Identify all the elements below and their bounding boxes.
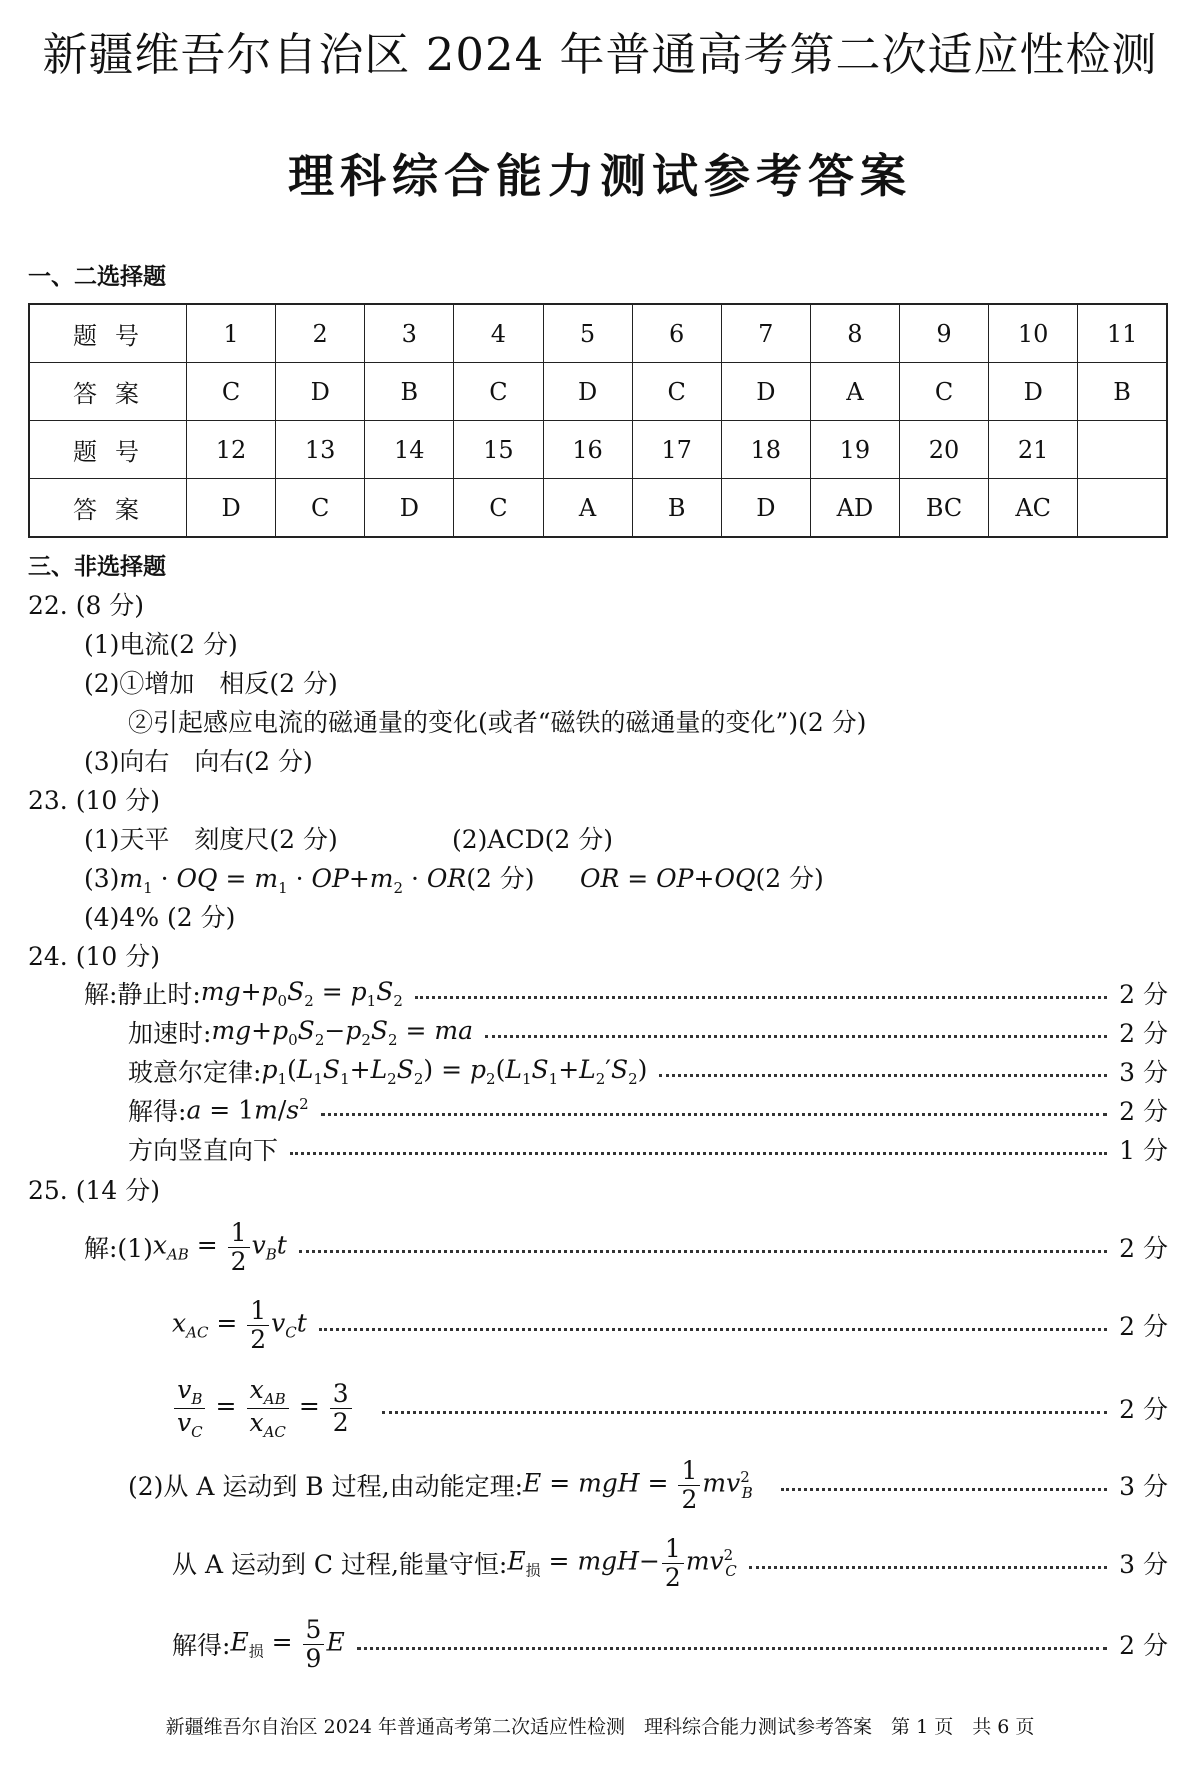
question-number: 13 (276, 421, 365, 479)
question-number: 10 (989, 304, 1078, 363)
question-number (1078, 421, 1167, 479)
row-label-question: 题号 (29, 304, 187, 363)
answer-cell: B (632, 479, 721, 538)
table-row (29, 421, 1167, 479)
row-label-answer: 答案 (29, 479, 187, 538)
answer-cell: AC (989, 479, 1078, 538)
q23-answer-1: (1)天平 刻度尺(2 分) (84, 825, 338, 854)
question-number: 3 (365, 304, 454, 363)
answer-cell: A (810, 363, 899, 421)
question-number: 18 (721, 421, 810, 479)
answer-cell: B (1078, 363, 1167, 421)
q25-step-2: $x_{AC}$ = $\frac{1}{2}$ $v_Ct$ 2 分 (172, 1296, 1168, 1354)
answer-cell: BC (900, 479, 989, 538)
q22-heading: 22. (8 分) (28, 591, 145, 620)
answer-cell: D (543, 363, 632, 421)
question-number: 9 (900, 304, 989, 363)
q23-answer-3b: OR = OP+OQ(2 分) (580, 864, 824, 893)
answer-cell: C (276, 479, 365, 538)
q25-step-3: $\frac{v_B}{v_C}$ = $\frac{x_{AB}}{x_{AC}}$ = $\frac{3}{2}$ 2 分 (172, 1370, 1168, 1446)
row-label-question: 题号 (29, 421, 187, 479)
q22-answer-3: (3)向右 向右(2 分) (84, 747, 313, 776)
question-number: 2 (276, 304, 365, 363)
answer-table (28, 303, 1168, 538)
question-number: 21 (989, 421, 1078, 479)
answer-cell: D (187, 479, 276, 538)
q25-step-6: 解得: $E_损$ = $\frac{5}{9}$ E 2 分 (172, 1615, 1168, 1673)
answer-cell: C (632, 363, 721, 421)
document-subtitle: 理科综合能力测试参考答案 (288, 149, 912, 203)
q24-step-3: 玻意尔定律: $p_1(L_1S_1+L_2S_2) = p_2(L_1S_1+L_2'S_2)$ 3 分 (128, 1054, 1168, 1088)
question-number: 6 (632, 304, 721, 363)
q25-heading: 25. (14 分) (28, 1176, 160, 1205)
answer-cell: D (721, 363, 810, 421)
answer-cell: AD (810, 479, 899, 538)
answer-cell: C (900, 363, 989, 421)
answer-cell: D (276, 363, 365, 421)
q24-step-4: 解得: $a = 1m/s^2$ 2 分 (128, 1095, 1168, 1126)
table-row (29, 304, 1167, 363)
answer-cell: C (454, 479, 543, 538)
question-number: 5 (543, 304, 632, 363)
q25-step-4: (2)从 A 运动到 B 过程,由动能定理: E = mgH = $\frac{1}{2}$ $mv^2_B$ 3 分 (128, 1456, 1168, 1514)
q24-step-5: 方向竖直向下 1 分 (128, 1136, 1168, 1165)
answer-cell: C (187, 363, 276, 421)
q23-answer-4: (4)4% (2 分) (84, 903, 236, 932)
q25-step-5: 从 A 运动到 C 过程,能量守恒: $E_损 = mgH-$ $\frac{1}{2}$ $mv^2_C$ 3 分 (172, 1534, 1168, 1592)
question-number: 7 (721, 304, 810, 363)
question-number: 16 (543, 421, 632, 479)
answer-cell: D (989, 363, 1078, 421)
table-row (29, 363, 1167, 421)
q24-step-1: 解:静止时: $mg+p_0S_2 = p_1S_2$ 2 分 (84, 976, 1168, 1010)
answer-cell: D (365, 479, 454, 538)
row-label-answer: 答案 (29, 363, 187, 421)
document-title: 新疆维吾尔自治区 2024 年普通高考第二次适应性检测 (42, 28, 1158, 81)
question-number: 15 (454, 421, 543, 479)
q22-answer-1: (1)电流(2 分) (84, 630, 238, 659)
answer-cell (1078, 479, 1167, 538)
q23-answer-3a: $(3)m_1$ · OQ = $m_1 \cdot OP+m_2 \cdot OR(2$ 分) (84, 864, 535, 897)
q22-answer-2: (2)①增加 相反(2 分) (84, 669, 338, 698)
q24-step-2: 加速时: $mg+p_0S_2-p_2S_2$ = ma 2 分 (128, 1015, 1168, 1049)
question-number: 19 (810, 421, 899, 479)
question-number: 12 (187, 421, 276, 479)
question-number: 11 (1078, 304, 1167, 363)
q22-answer-2b: ②引起感应电流的磁通量的变化(或者“磁铁的磁通量的变化”)(2 分) (128, 708, 867, 737)
question-number: 4 (454, 304, 543, 363)
question-number: 17 (632, 421, 721, 479)
question-number: 20 (900, 421, 989, 479)
question-number: 8 (810, 304, 899, 363)
answer-cell: C (454, 363, 543, 421)
table-row (29, 479, 1167, 538)
q24-heading: 24. (10 分) (28, 942, 160, 971)
q23-answer-2: (2)ACD(2 分) (452, 825, 613, 854)
question-number: 14 (365, 421, 454, 479)
question-number: 1 (187, 304, 276, 363)
section-heading-nonchoice: 三、非选择题 (28, 554, 166, 580)
answer-cell: D (721, 479, 810, 538)
answer-cell: A (543, 479, 632, 538)
section-heading-choice: 一、二选择题 (28, 264, 166, 290)
answer-cell: B (365, 363, 454, 421)
page-footer: 新疆维吾尔自治区 2024 年普通高考第二次适应性检测 理科综合能力测试参考答案 第 1 页 共 6 页 (165, 1716, 1035, 1738)
q23-heading: 23. (10 分) (28, 786, 160, 815)
q25-step-1: 解:(1) $x_{AB}$ = $\frac{1}{2}$ $v_Bt$ 2 分 (84, 1218, 1168, 1276)
